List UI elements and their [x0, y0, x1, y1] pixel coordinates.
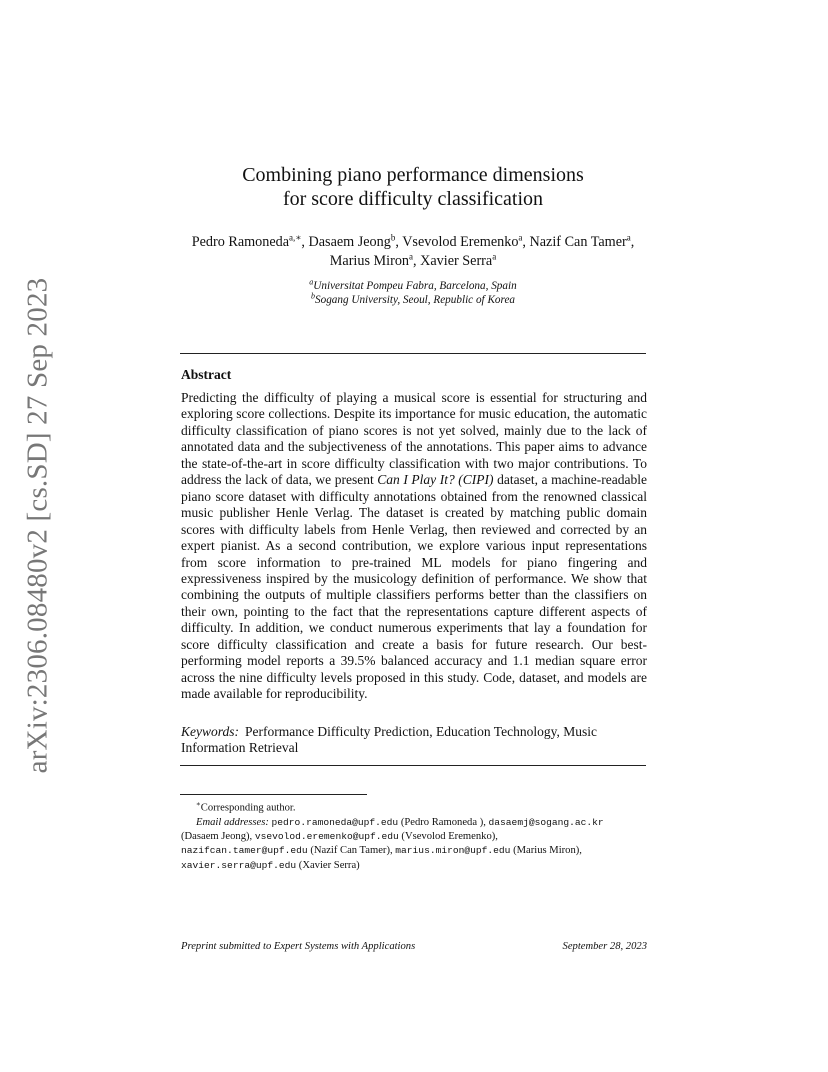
email-owner: (Xavier Serra) — [296, 859, 360, 871]
affiliation-text: Sogang University, Seoul, Republic of Korea — [315, 294, 515, 306]
affiliations — [180, 279, 646, 307]
footnote-mark: ∗ — [196, 800, 201, 808]
email-link[interactable]: nazifcan.tamer@upf.edu — [181, 845, 308, 857]
author-list — [180, 233, 646, 271]
title-line-1: Combining piano performance dimensions — [242, 164, 584, 186]
abstract-text: Predicting the difficulty of playing a musical score is essential for structuring and exploring score collections. Despite its importance for music education, the automatic difficulty classification of piano scores is not yet solved, mainly due to the lack of annotated data and the subjectiveness of the annotations. This paper aims to advance the state-of-the-art in score difficulty classification with two major contributions. To address the lack of data, we present — [181, 390, 647, 488]
author-affil-mark: a,∗ — [289, 232, 302, 243]
author-affil-mark: b — [390, 232, 396, 243]
preprint-date: September 28, 2023 — [562, 941, 647, 952]
corresponding-author-note — [181, 797, 651, 816]
author-name: Marius Miron — [329, 253, 410, 269]
email-owner: (Pedro Ramoneda ), — [398, 816, 489, 828]
dataset-name: Can I Play It? (CIPI) — [377, 472, 494, 488]
affiliation-item — [180, 279, 646, 293]
abstract-heading: Abstract — [181, 367, 232, 382]
affiliation-mark: b — [311, 291, 315, 301]
abstract-body — [181, 390, 647, 703]
email-owner: (Marius Miron), — [510, 845, 582, 857]
email-link[interactable]: vsevolod.eremenko@upf.edu — [254, 831, 399, 843]
footnote-text: Corresponding author. — [200, 802, 296, 814]
affiliation-mark: a — [309, 277, 314, 287]
arxiv-identifier — [20, 277, 56, 773]
author-sep: , — [413, 253, 421, 269]
email-link[interactable]: dasaemj@sogang.ac.kr — [488, 816, 604, 828]
footnotes — [181, 797, 651, 873]
keywords-label: Keywords: — [181, 724, 239, 739]
top-rule — [180, 353, 646, 354]
author-name: Pedro Ramoneda — [191, 234, 290, 250]
affiliation-item — [180, 293, 646, 307]
author-affil-mark: a — [626, 232, 631, 243]
author-name: Dasaem Jeong — [308, 234, 391, 250]
email-link[interactable]: xavier.serra@upf.edu — [181, 859, 297, 871]
author-sep: , — [630, 234, 635, 250]
author-name: Vsevolod Eremenko — [402, 234, 519, 250]
author-sep: , — [301, 234, 309, 250]
author-name: Xavier Serra — [420, 253, 493, 269]
keywords-text: Performance Difficulty Prediction, Education Technology, Music Information Retrieval — [181, 724, 597, 756]
email-owner: (Vsevolod Eremenko), — [398, 831, 498, 843]
affiliation-text: Universitat Pompeu Fabra, Barcelona, Spain — [313, 280, 517, 292]
email-label: Email addresses: — [196, 816, 269, 828]
author-name: Nazif Can Tamer — [529, 234, 627, 250]
author-sep: , — [522, 234, 530, 250]
email-addresses — [181, 816, 651, 873]
author-affil-mark: a — [492, 251, 497, 262]
preprint-note: Preprint submitted to Expert Systems with Applications — [181, 941, 416, 952]
bottom-rule — [180, 765, 646, 766]
author-affil-mark: a — [518, 232, 523, 243]
author-affil-mark: a — [409, 251, 414, 262]
email-link[interactable]: marius.miron@upf.edu — [395, 845, 511, 857]
author-sep: , — [395, 234, 403, 250]
arxiv-id-text: arXiv:2306.08480v2 [cs.SD] 27 Sep 2023 — [21, 277, 54, 773]
paper-title — [180, 163, 646, 211]
abstract-text: dataset, a machine-readable piano score dataset with difficulty annotations obtained from the renowned classical music publisher Henle Verlag. The dataset is created by matching public domain scores with difficulty labels from Henle Verlag, then reviewed and corrected by an expert pianist. As a second contribution, we explore various input representations from score information to pre-trained ML models for piano fingering and expressiveness inspired by the musicology definition of performance. We show that combining the outputs of multiple classifiers performs better than the classifiers on their own, pointing to the fact that the representations capture different aspects of difficulty. In addition, we conduct numerous experiments that lay a foundation for score difficulty classification and create a basis for future research. Our best-performing model reports a 39.5% balanced accuracy and 1.1 median square error across the nine difficulty levels proposed in this study. Code, dataset, and models are made available for reproducibility. — [181, 472, 648, 702]
title-line-2: for score difficulty classification — [282, 188, 544, 210]
footnote-rule — [180, 794, 367, 795]
email-owner: (Dasaem Jeong), — [181, 831, 255, 843]
keywords — [181, 724, 647, 757]
email-owner: (Nazif Can Tamer), — [307, 845, 396, 857]
email-link[interactable]: pedro.ramoneda@upf.edu — [271, 816, 399, 828]
